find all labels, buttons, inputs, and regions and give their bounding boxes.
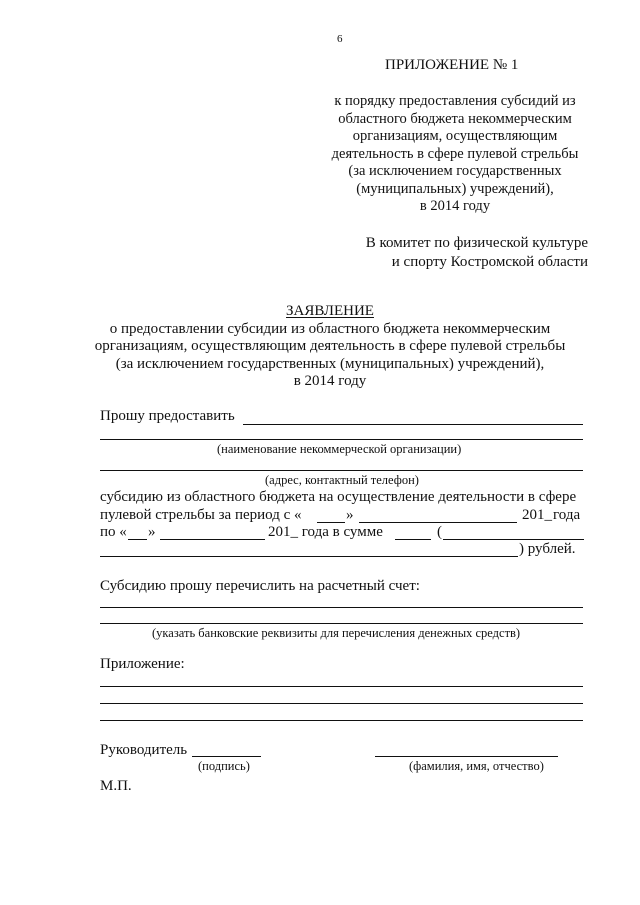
period-to-label: по « [100, 524, 127, 540]
addressee-block [366, 234, 588, 272]
head-label: Руководитель [100, 742, 188, 758]
statement-line: (за исключением государственных (муниципальных) учреждений), [115, 355, 545, 372]
amount-words-field[interactable] [443, 539, 584, 540]
subsidy-text: субсидию из областного бюджета на осуществление деятельности в сфере [100, 489, 577, 505]
attachment-field-line2[interactable] [100, 703, 583, 704]
full-name-caption: (фамилия, имя, отчество) [409, 759, 544, 773]
appendix-description [322, 93, 588, 216]
bank-caption: (указать банковские реквизиты для перечисления денежных средств) [152, 626, 521, 640]
period-start-month-field[interactable] [359, 522, 517, 523]
year-word: года [553, 507, 581, 523]
request-label: Прошу предоставить [100, 408, 235, 424]
period-start-day-field[interactable] [317, 522, 345, 523]
rubles-label: ) рублей. [519, 541, 576, 557]
appendix-title: ПРИЛОЖЕНИЕ № 1 [385, 57, 519, 73]
attachment-field-line3[interactable] [100, 720, 583, 721]
account-field-line2[interactable] [100, 623, 583, 624]
account-label: Субсидию прошу перечислить на расчетный счет: [100, 578, 420, 594]
appendix-line: деятельность в сфере пулевой стрельбы [331, 145, 579, 162]
year-amount-label: 201_ года в сумме [268, 524, 383, 540]
addressee-line: В комитет по физической культуре [365, 235, 588, 251]
signature-field[interactable] [192, 756, 261, 757]
year-201-start: 201_ [522, 507, 552, 523]
attachment-field[interactable] [100, 686, 583, 687]
quote-close: » [148, 524, 156, 540]
page-number: 6 [337, 33, 343, 45]
account-field[interactable] [100, 607, 583, 608]
seal-label: М.П. [100, 778, 132, 794]
period-end-month-field[interactable] [160, 539, 265, 540]
appendix-line: областного бюджета некоммерческим [338, 110, 572, 127]
signature-caption: (подпись) [198, 759, 250, 773]
statement-line: о предоставлении субсидии из областного бюджета некоммерческим [109, 320, 551, 337]
statement-title: ЗАЯВЛЕНИЕ [286, 303, 374, 319]
amount-field[interactable] [395, 539, 431, 540]
paren-open: ( [437, 524, 442, 540]
org-name-field[interactable] [243, 424, 583, 425]
quote-close: » [346, 507, 354, 523]
statement-block [60, 303, 600, 391]
address-field[interactable] [100, 470, 583, 471]
amount-words-field-line2[interactable] [100, 556, 518, 557]
statement-line: в 2014 году [293, 373, 367, 389]
org-name-field-line2[interactable] [100, 439, 583, 440]
appendix-line: организациям, осуществляющим [352, 128, 558, 144]
addressee-line: и спорту Костромской области [391, 254, 588, 270]
statement-line: организациям, осуществляющим деятельность в сфере пулевой стрельбы [94, 338, 566, 354]
org-caption: (наименование некоммерческой организации) [217, 442, 462, 456]
appendix-line: (муниципальных) учреждений), [356, 180, 554, 197]
full-name-field[interactable] [375, 756, 558, 757]
period-label: пулевой стрельбы за период с « [100, 507, 302, 523]
address-caption: (адрес, контактный телефон) [265, 473, 419, 487]
period-end-day-field[interactable] [128, 539, 147, 540]
appendix-line: к порядку предоставления субсидий из [334, 93, 576, 109]
appendix-line: в 2014 году [419, 198, 491, 214]
attachment-label: Приложение: [100, 656, 185, 672]
appendix-line: (за исключением государственных [348, 163, 562, 179]
